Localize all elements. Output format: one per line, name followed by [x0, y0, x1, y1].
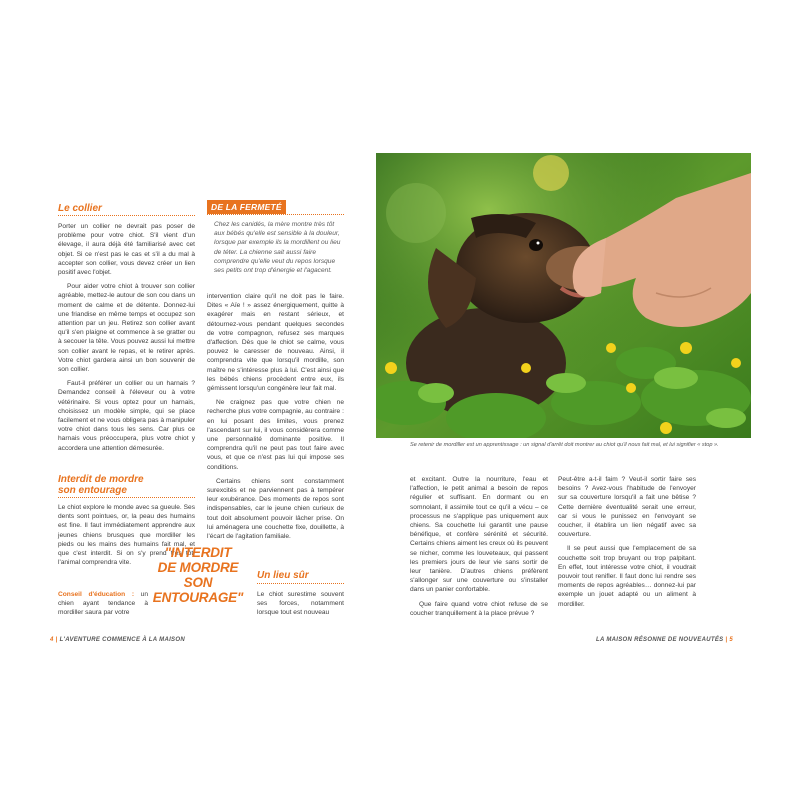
paragraph: et excitant. Outre la nourriture, l'eau et l'affection, le petit animal a besoin de repos régulier et suffisant. En dormant ou en somnolant, il assimile tout ce qu'il a vécu – ce processus ne s'applique pas uniquement aux chiens. Sa couchette lui garantit une pause bénéfique, et confère sérénité et sécurité. Certains chiens aiment les creux où ils peuvent se nicher, comme les louveteaux, qui passent les premiers jours de leur vie sans sortir de leur tanière. D'autres chiens préfèrent s'allonger sur une couverture ou s'installer dans un panier confortable. [410, 476, 548, 594]
right-column-2 [558, 475, 696, 614]
sidebar-fermete [214, 220, 344, 275]
paragraph: Peut-être a-t-il faim ? Veut-il sortir faire ses besoins ? Avez-vous l'habitude de l'envoyer sur sa couverture lorsqu'il a fait une bêtise ? Cette dernière éventualité serait une erreur, car si vous le punissez en l'envoyant se coucher, il établira un lien négatif avec sa couverture. [558, 476, 696, 539]
quote-line: ENTOURAGE" [152, 590, 244, 605]
sidebar-label: DE LA FERMETÉ [207, 200, 286, 214]
puppy-photo [376, 153, 751, 438]
footer-left [50, 637, 185, 643]
collier-text [58, 222, 195, 458]
footer-title: L'AVENTURE COMMENCE À LA MAISON [59, 637, 185, 643]
paragraph: Certains chiens sont constamment surexcités et ne parviennent pas à tempérer leur exubérance. Des moments de repos sont indispensables, car le jeune chien curieux de tout doit absolument pouvoir lâcher prise. On lui aménagera une couchette fixe, douillette, à l'écart de l'agitation familiale. [207, 477, 344, 541]
paragraph: Le chiot surestime souvent ses forces, notamment lorsque tout est nouveau [257, 591, 344, 617]
paragraph: Porter un collier ne devrait pas poser de problème pour votre chiot. S'il vient d'un élevage, il aura déjà été familiarisé avec cet objet. Si ce n'est pas le cas et s'il a du mal à accepter son collier, vous devez créer un lien positif avec l'objet. [58, 223, 195, 277]
footer-title: LA MAISON RÉSONNE DE NOUVEAUTÉS [596, 637, 724, 643]
quote-line: DE MORDRE [157, 560, 239, 575]
paragraph: Il se peut aussi que l'emplacement de sa couchette soit trop bruyant ou trop palpitant. En effet, tout intéresse votre chiot, il voudrait pouvoir tout renifler. Il faut donc lui rendre ses moments de repos agréables… donnez-lui par exemple un jouet adapté ou un aliment à mordiller. [558, 545, 696, 608]
heading-interdit-de-mordre [58, 474, 144, 496]
sidebar-text: Chez les canidés, la mère montre très tôt aux bébés qu'elle est sensible à la douleur, lorsque par exemple ils la mordillent ou lieu de téter. La chienne sait aussi faire comprendre qu'elle veut du repos lorsque ses petits ont trop d'énergie et l'agacent. [214, 221, 341, 275]
photo-caption: Se retenir de mordiller est un apprentissage : un signal d'arrêt doit montrer au chiot qu'il nous fait mal, et lui signifier « stop ». [410, 442, 719, 448]
paragraph: Pour aider votre chiot à trouver son collier agréable, mettez-le autour de son cou dans un moment de calme et de détente. Donnez-lui une friandise en même temps et occupez son attention par un jeu. Retirez son collier avant qu'il s'en plaigne et commence à se gratter ou à secouer la tête. Vous pouvez aussi lui mettre son collier avant le repas, et le retirer après. Votre chiot gardera ainsi un bon souvenir de son collier. [58, 283, 195, 374]
footer-separator: | [55, 637, 58, 643]
advice-label: Conseil d'éducation : [58, 591, 135, 598]
heading-underline [58, 215, 195, 216]
heading-underline [257, 583, 344, 584]
heading-line: Interdit de mordre [58, 474, 144, 485]
pull-quote [152, 545, 244, 605]
heading-underline [58, 497, 195, 498]
paragraph: Que faire quand votre chiot refuse de se coucher tranquillement à la place prévue ? [410, 600, 548, 617]
paragraph [58, 590, 148, 618]
footer-right [596, 637, 733, 643]
advice-text: un chien ayant tendance à mordiller saura par votre [58, 591, 148, 617]
quote-line: SON [183, 575, 213, 590]
mordre-text-bottom [58, 590, 148, 618]
paragraph: Le chiot explore le monde avec sa gueule. Ses dents sont pointues, or, la peau des humains est fine. Il faut immédiatement apprendre aux jeunes chiens brusques que mordiller les pieds ou les mains des humains fait mal, et que c'est interdit. Si on s'y prend très tôt, l'animal comprendra vite. [58, 504, 195, 567]
footer-separator: | [725, 637, 728, 643]
paragraph: Ne craignez pas que votre chien ne recherche plus votre compagnie, au contraire : en lui posant des limites, vous prenez l'ascendant sur lui, il vous considèrera comme une personnalité dominante positive. Il comprendra qu'il ne peut pas tout faire avec vous, et que ce n'est pas lui qui impose ses conditions. [207, 399, 344, 471]
heading-le-collier: Le collier [58, 203, 102, 214]
photo-illustration [376, 153, 751, 438]
heading-line: son entourage [58, 485, 127, 496]
heading-un-lieu-sur: Un lieu sûr [257, 570, 309, 581]
page-number: 4 [50, 637, 54, 643]
lieu-text [257, 590, 344, 618]
column-2-text [207, 292, 344, 546]
page-number: 5 [729, 637, 733, 643]
paragraph: Faut-il préférer un collier ou un harnais ? Demandez conseil à l'éleveur ou à votre vétérinaire. Si vous optez pour un harnais, choisissez un modèle simple, qui se place facilement et ne vous obligera pas à manipuler votre chiot dans tous les sens. Car plus ce harnais vous préoccupera, plus votre chiot y accordera une attention démesurée. [58, 380, 195, 452]
quote-line: "INTERDIT [164, 545, 232, 560]
paragraph: intervention claire qu'il ne doit pas le faire. Dites « Aïe ! » assez énergiquement, quitte à exagérer mais en restant sérieux, et détournez-vous pendant quelques secondes de votre compagnon, refusez ses marques d'affection. Dès que le chiot se calme, vous pouvez le caresser de nouveau. Ainsi, il comprendra vite que lorsqu'il mordille, son maître ne s'intéresse plus à lui. C'est ainsi que les bébés chiens procèdent entre eux, ils gémissent lorsqu'un congénère leur fait mal. [207, 293, 344, 393]
sidebar-underline [207, 214, 344, 215]
right-column-1 [410, 475, 548, 623]
